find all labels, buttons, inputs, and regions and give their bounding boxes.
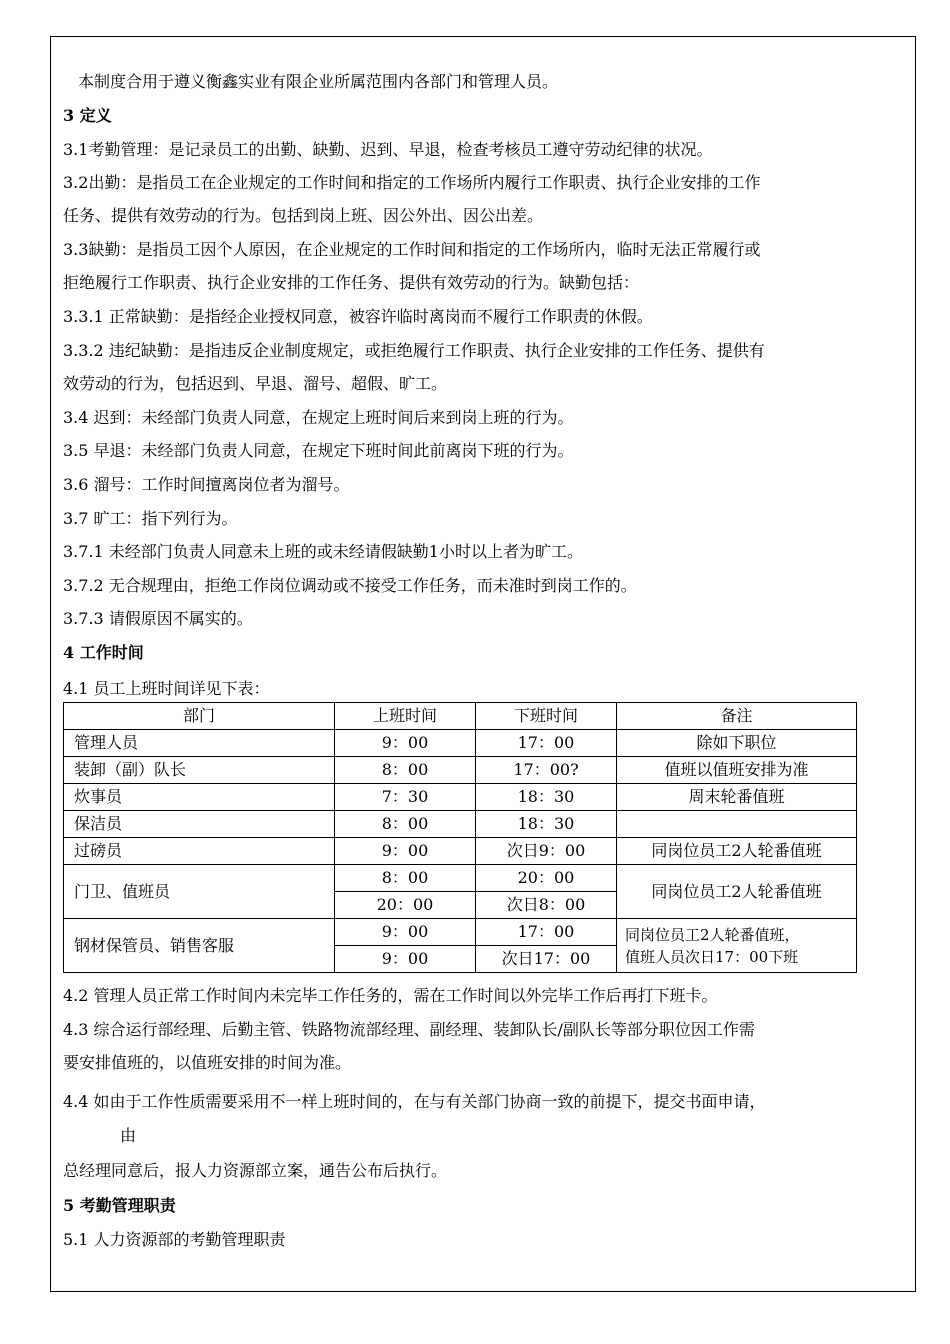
- header-start: 上班时间: [335, 703, 476, 730]
- table-row: [64, 784, 857, 811]
- end-cell: 20：00: [476, 865, 617, 892]
- paragraph-3-7: 3.7 旷工：指下列行为。: [63, 509, 238, 528]
- dept-cell: 装卸（副）队长: [64, 757, 335, 784]
- work-hours-table: [63, 702, 857, 973]
- paragraph-5-1: 5.1 人力资源部的考勤管理职责: [63, 1230, 286, 1249]
- table-row: [64, 757, 857, 784]
- paragraph-3-3-line2: 拒绝履行工作职责、执行企业安排的工作任务、提供有效劳动的行为。缺勤包括：: [63, 273, 640, 292]
- paragraph-3-3-2-line1: 3.3.2 违纪缺勤：是指违反企业制度规定，或拒绝履行工作职责、执行企业安排的工作任务、提供有: [63, 341, 765, 360]
- end-cell: 18：30: [476, 811, 617, 838]
- section-3-heading: 3 定义: [63, 106, 112, 125]
- end-cell: 次日9：00: [476, 838, 617, 865]
- paragraph-4-4-line3: 总经理同意后，报人力资源部立案，通告公布后执行。: [63, 1161, 448, 1180]
- paragraph-3-7-1: 3.7.1 未经部门负责人同意未上班的或未经请假缺勤1小时以上者为旷工。: [63, 542, 583, 561]
- paragraph-4-2: 4.2 管理人员正常工作时间内未完毕工作任务的，需在工作时间以外完毕工作后再打下班卡。: [63, 986, 718, 1005]
- note-cell: [617, 811, 857, 838]
- start-cell: 8：00: [335, 811, 476, 838]
- start-cell: 8：00: [335, 757, 476, 784]
- paragraph-3-2-line1: 3.2出勤：是指员工在企业规定的工作时间和指定的工作场所内履行工作职责、执行企业安排的工作: [63, 173, 761, 192]
- end-cell: 17：00?: [476, 757, 617, 784]
- table-row: [64, 811, 857, 838]
- paragraph-3-3-line1: 3.3缺勤：是指员工因个人原因，在企业规定的工作时间和指定的工作场所内，临时无法正常履行或: [63, 240, 761, 259]
- table-row: [64, 865, 857, 892]
- paragraph-3-7-2: 3.7.2 无合规理由，拒绝工作岗位调动或不接受工作任务，而未准时到岗工作的。: [63, 576, 637, 595]
- paragraph-4-3-line1: 4.3 综合运行部经理、后勤主管、铁路物流部经理、副经理、装卸队长/副队长等部分职位因工作需: [63, 1020, 755, 1039]
- paragraph-4-4-line2: 由: [120, 1126, 137, 1145]
- dept-cell: 炊事员: [64, 784, 335, 811]
- table-row: [64, 838, 857, 865]
- paragraph-4-4-line1: 4.4 如由于工作性质需要采用不一样上班时间的，在与有关部门协商一致的前提下，提交书面申请，: [63, 1092, 766, 1111]
- paragraph-3-4: 3.4 迟到：未经部门负责人同意，在规定上班时间后来到岗上班的行为。: [63, 408, 574, 427]
- dept-cell: 门卫、值班员: [64, 865, 335, 919]
- end-cell: 17：00: [476, 730, 617, 757]
- paragraph-3-6: 3.6 溜号：工作时间擅离岗位者为溜号。: [63, 475, 350, 494]
- dept-cell: 保洁员: [64, 811, 335, 838]
- paragraph-4-3-line2: 要安排值班的，以值班安排的时间为准。: [63, 1053, 352, 1072]
- header-end: 下班时间: [476, 703, 617, 730]
- dept-cell: 钢材保管员、销售客服: [64, 919, 335, 973]
- scope-paragraph: 本制度合用于遵义衡鑫实业有限企业所属范围内各部门和管理人员。: [78, 72, 559, 91]
- paragraph-3-7-3: 3.7.3 请假原因不属实的。: [63, 609, 253, 628]
- start-cell: 9：00: [335, 946, 476, 973]
- paragraph-3-3-1: 3.3.1 正常缺勤：是指经企业授权同意，被容许临时离岗而不履行工作职责的休假。: [63, 307, 653, 326]
- dept-cell: 管理人员: [64, 730, 335, 757]
- start-cell: 7：30: [335, 784, 476, 811]
- end-cell: 次日17：00: [476, 946, 617, 973]
- section-5-heading: 5 考勤管理职责: [63, 1196, 176, 1215]
- note-cell: 同岗位员工2人轮番值班: [617, 865, 857, 919]
- paragraph-4-1: 4.1 员工上班时间详见下表：: [63, 679, 270, 698]
- table-header-row: [64, 703, 857, 730]
- note-cell: [617, 919, 857, 973]
- table-row: [64, 730, 857, 757]
- start-cell: 8：00: [335, 865, 476, 892]
- end-cell: 17：00: [476, 919, 617, 946]
- note-cell: 除如下职位: [617, 730, 857, 757]
- paragraph-3-3-2-line2: 效劳动的行为，包括迟到、早退、溜号、超假、旷工。: [63, 374, 448, 393]
- start-cell: 9：00: [335, 919, 476, 946]
- paragraph-3-1: 3.1考勤管理：是记录员工的出勤、缺勤、迟到、早退，检查考核员工遵守劳动纪律的状况。: [63, 140, 713, 159]
- paragraph-3-5: 3.5 早退：未经部门负责人同意，在规定下班时间此前离岗下班的行为。: [63, 441, 574, 460]
- section-4-heading: 4 工作时间: [63, 643, 144, 662]
- end-cell: 18：30: [476, 784, 617, 811]
- end-cell: 次日8：00: [476, 892, 617, 919]
- start-cell: 9：00: [335, 730, 476, 757]
- note-cell: 同岗位员工2人轮番值班: [617, 838, 857, 865]
- start-cell: 20：00: [335, 892, 476, 919]
- start-cell: 9：00: [335, 838, 476, 865]
- dept-cell: 过磅员: [64, 838, 335, 865]
- note-cell: 值班以值班安排为准: [617, 757, 857, 784]
- note-line-2: 值班人员次日17：00下班: [625, 947, 799, 966]
- header-note: 备注: [617, 703, 857, 730]
- header-dept: 部门: [64, 703, 335, 730]
- note-line-1: 同岗位员工2人轮番值班，: [625, 925, 800, 944]
- note-cell: 周末轮番值班: [617, 784, 857, 811]
- table-row: [64, 919, 857, 946]
- paragraph-3-2-line2: 任务、提供有效劳动的行为。包括到岗上班、因公外出、因公出差。: [63, 206, 544, 225]
